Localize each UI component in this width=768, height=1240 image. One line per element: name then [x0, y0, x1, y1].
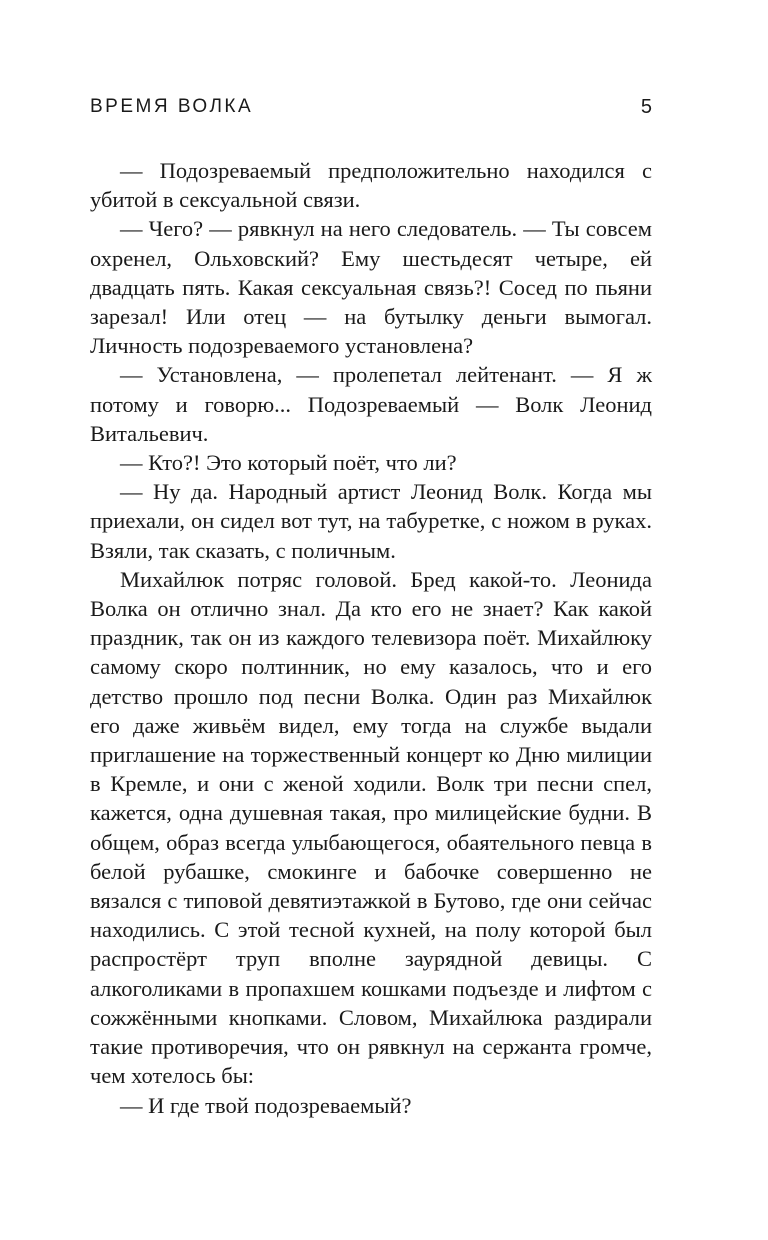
paragraph: — И где твой подозреваемый?	[120, 1092, 412, 1118]
paragraph: — Кто?! Это который поёт, что ли?	[120, 450, 457, 476]
running-title: ВРЕМЯ ВОЛКА	[90, 96, 254, 117]
paragraph: — Установлена, — пролепетал лейтенант. — Я ж потому и говорю... Подозреваемый — Волк Леонид Витальевич.	[90, 362, 652, 446]
body-text	[90, 156, 652, 1120]
paragraph: — Подозреваемый предположительно находился с убитой в сексуальной связи.	[90, 158, 652, 213]
paragraph: Михайлюк потряс головой. Бред какой-то. Леонида Волка он отлично знал. Да кто его не знает? Как какой праздник, так он из каждого телевизора поёт. Михайлюку самому скоро полтинник, но ему казалось, что и его детство прошло под песни Волка. Один раз Михайлюк его даже живьём видел, ему тогда на службе выдали приглашение на торжественный концерт ко Дню милиции в Кремле, и они с женой ходили. Волк три песни спел, кажется, одна душевная такая, про милицейские будни. В общем, образ всегда улыбающегося, обаятельного певца в белой рубашке, смокинге и бабочке совершенно не вязался с типовой девятиэтажкой в Бутово, где они сейчас находились. С этой тесной кухней, на полу которой был распростёрт труп вполне заурядной девицы. С алкоголиками в пропахшем кошками подъезде и лифтом с сожжёнными кнопками. Словом, Михайлюка раздирали такие противоречия, что он рявкнул на сержанта громче, чем хотелось бы:	[90, 566, 652, 1089]
paragraph: — Чего? — рявкнул на него следователь. — Ты совсем охренел, Ольховский? Ему шестьдесят четыре, ей двадцать пять. Какая сексуальная связь?! Сосед по пьяни зарезал! Или отец — на бутылку деньги вымогал. Личность подозреваемого установлена?	[90, 216, 652, 359]
paragraph: — Ну да. Народный артист Леонид Волк. Когда мы приехали, он сидел вот тут, на табуретке, с ножом в руках. Взяли, так сказать, с поличным.	[90, 479, 652, 563]
page-number: 5	[640, 96, 652, 118]
